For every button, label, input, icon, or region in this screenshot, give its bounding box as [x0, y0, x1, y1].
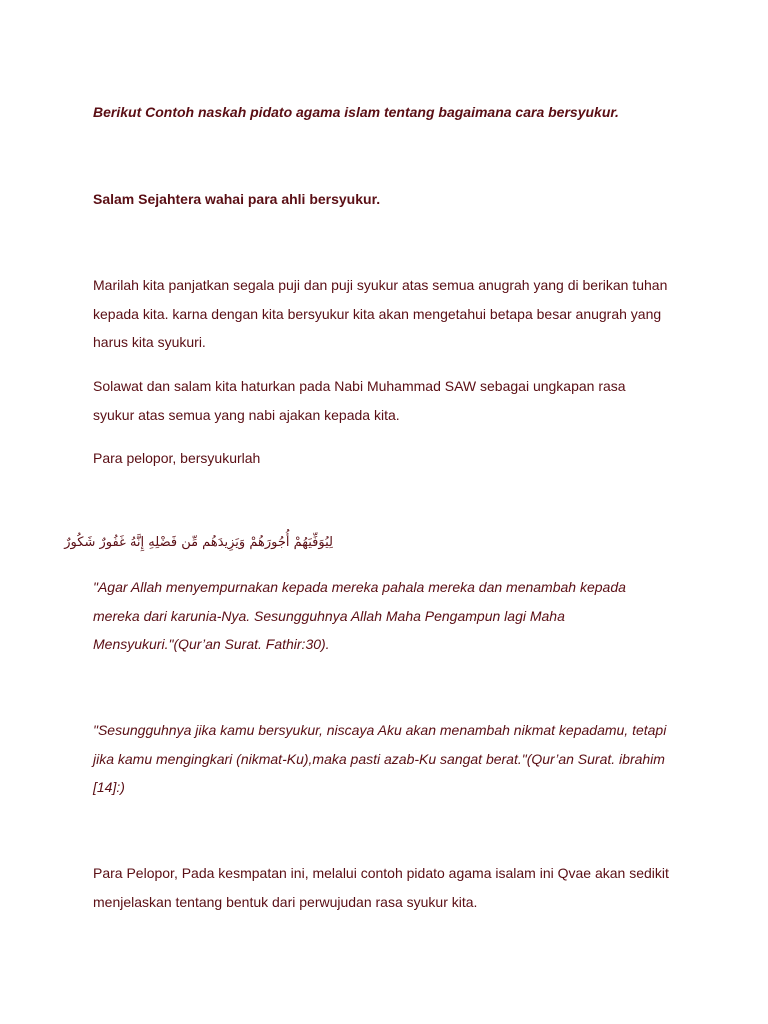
paragraph-closing: [93, 859, 693, 916]
quote-line: "Agar Allah menyempurnakan kepada mereka pahala mereka dan menambah kepada: [93, 579, 626, 595]
quote-line: [14]:): [93, 779, 125, 796]
quote-line: Mensyukuri."(Qur’an Surat. Fathir:30).: [93, 636, 330, 653]
quote-line: mereka dari karunia-Nya. Sesungguhnya Allah Maha Pengampun lagi Maha: [93, 607, 565, 624]
paragraph-opening: [93, 271, 693, 357]
paragraph-line: Marilah kita panjatkan segala puji dan puji syukur atas semua anugrah yang di berikan tuhan: [93, 277, 668, 293]
paragraph-line: Para Pelopor, Pada kesmpatan ini, melalui contoh pidato agama isalam ini Qvae akan sedikit: [93, 865, 669, 881]
paragraph-line: menjelaskan tentang bentuk dari perwujudan rasa syukur kita.: [93, 893, 478, 910]
arabic-verse: لِيُوَفِّيَهُمْ أُجُورَهُمْ وَيَزِيدَهُم مِّن فَضْلِهِ إِنَّهُ غَفُورٌ شَكُورٌ: [64, 535, 333, 550]
paragraph-line: syukur atas semua yang nabi ajakan kepada kita.: [93, 406, 400, 423]
document-title: Berikut Contoh naskah pidato agama islam tentang bagaimana cara bersyukur.: [93, 104, 619, 120]
quote-ibrahim: [93, 716, 693, 802]
paragraph-line: harus kita syukuri.: [93, 334, 206, 351]
paragraph-solawat: [93, 372, 693, 429]
paragraph-pelopor: Para pelopor, bersyukurlah: [93, 450, 261, 466]
paragraph-line: Solawat dan salam kita haturkan pada Nabi Muhammad SAW sebagai ungkapan rasa: [93, 378, 626, 394]
paragraph-line: kepada kita. karna dengan kita bersyukur kita akan mengetahui betapa besar anugrah yang: [93, 305, 662, 322]
quote-fathir: [93, 573, 693, 659]
quote-line: "Sesungguhnya jika kamu bersyukur, niscaya Aku akan menambah nikmat kepadamu, tetapi: [93, 722, 667, 738]
greeting: Salam Sejahtera wahai para ahli bersyukur.: [93, 191, 381, 207]
quote-line: jika kamu mengingkari (nikmat-Ku),maka pasti azab-Ku sangat berat."(Qur’an Surat. ibrahim: [93, 750, 665, 767]
